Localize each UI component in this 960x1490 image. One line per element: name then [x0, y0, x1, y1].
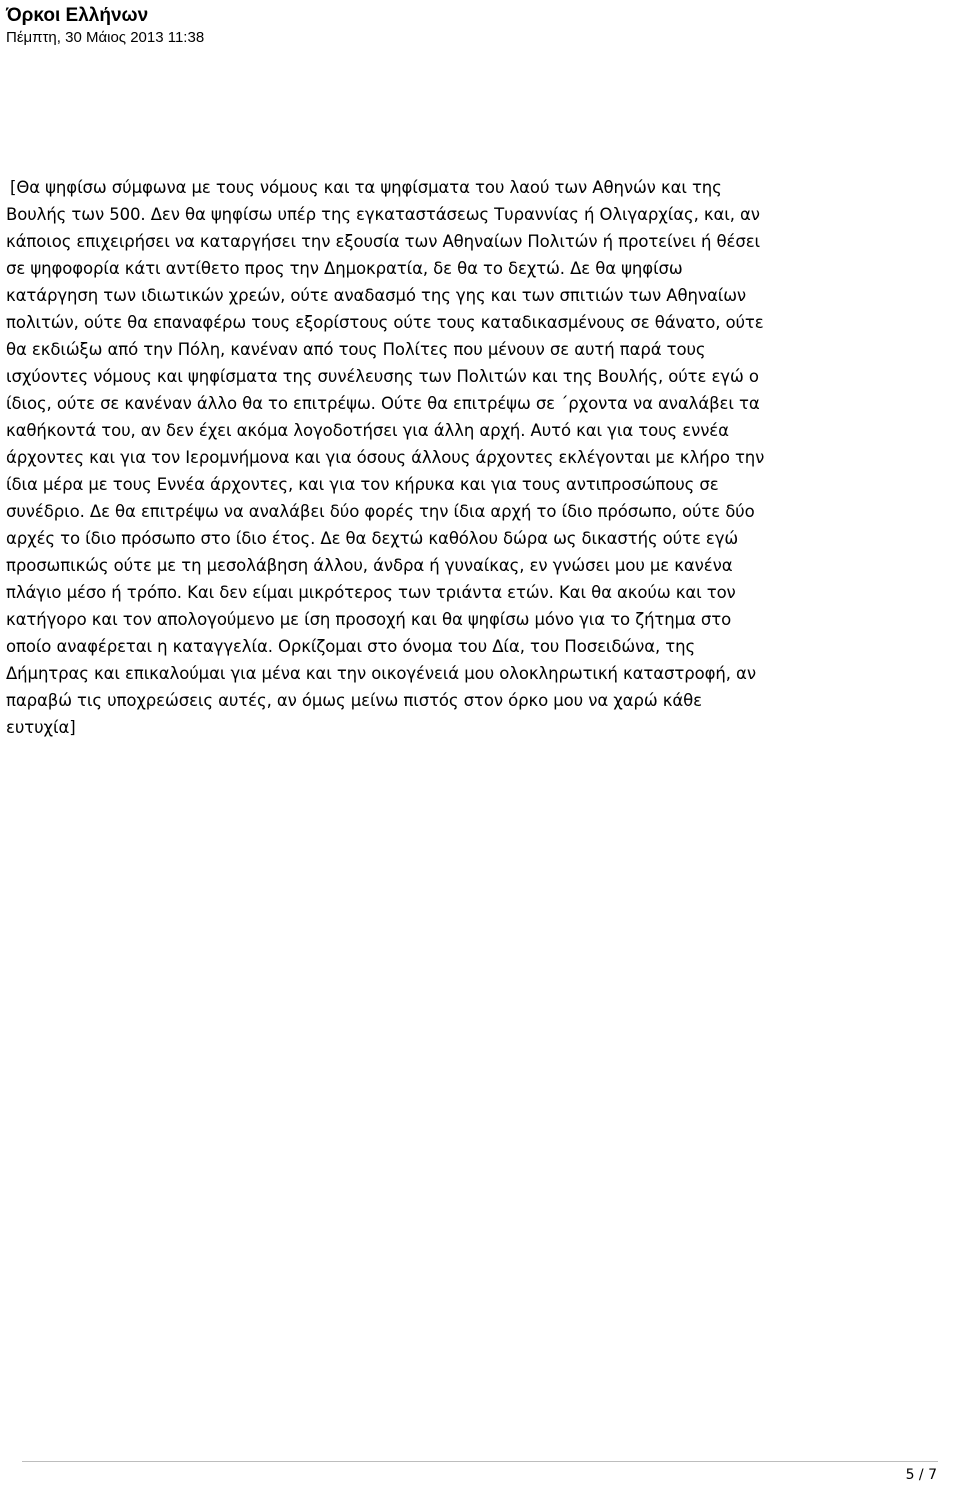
text-line: σε ψηφοφορία κάτι αντίθετο προς την Δημοκρατία, δε θα το δεχτώ. Δε θα ψηφίσω — [6, 259, 683, 278]
text-line: κάποιος επιχειρήσει να καταργήσει την εξουσία των Αθηναίων Πολιτών ή προτείνει ή θέσει — [6, 232, 761, 251]
document-title: Όρκοι Ελλήνων — [6, 5, 149, 26]
text-line: ευτυχία] — [6, 718, 76, 737]
text-line: Βουλής των 500. Δεν θα ψηφίσω υπέρ της εγκαταστάσεως Τυραννίας ή Ολιγαρχίας, και, αν — [6, 205, 760, 224]
text-line: πλάγιο μέσο ή τρόπο. Και δεν είμαι μικρότερος των τριάντα ετών. Και θα ακούω και τον — [6, 583, 736, 602]
text-line: πολιτών, ούτε θα επαναφέρω τους εξορίστους ούτε τους καταδικασμένους σε θάνατο, ούτε — [6, 313, 764, 332]
text-line: συνέδριο. Δε θα επιτρέψω να αναλάβει δύο φορές την ίδια αρχή το ίδιο πρόσωπο, ούτε δύο — [6, 502, 755, 521]
page-footer — [0, 1452, 960, 1490]
document-date: Πέμπτη, 30 Μάιος 2013 11:38 — [6, 29, 205, 46]
oath-text — [6, 174, 950, 741]
text-line: θα εκδιώξω από την Πόλη, κανέναν από τους Πολίτες που μένουν σε αυτή παρά τους — [6, 340, 706, 359]
text-line: ίδιος, ούτε σε κανέναν άλλο θα το επιτρέψω. Ούτε θα επιτρέψω σε ΄ρχοντα να αναλάβει τα — [6, 394, 760, 413]
text-line: αρχές το ίδιο πρόσωπο στο ίδιο έτος. Δε θα δεχτώ καθόλου δώρα ως δικαστής ούτε εγώ — [6, 529, 739, 548]
text-line: κατάργηση των ιδιωτικών χρεών, ούτε αναδασμό της γης και των σπιτιών των Αθηναίων — [6, 286, 747, 305]
text-line: Δήμητρας και επικαλούμαι για μένα και την οικογένειά μου ολοκληρωτική καταστροφή, αν — [6, 664, 756, 683]
footer-divider — [22, 1461, 938, 1462]
text-line: παραβώ τις υποχρεώσεις αυτές, αν όμως μείνω πιστός στον όρκο μου να χαρώ κάθε — [6, 691, 702, 710]
text-line: προσωπικώς ούτε με τη μεσολάβηση άλλου, άνδρα ή γυναίκας, εν γνώσει μου με κανένα — [6, 556, 733, 575]
text-line: οποίο αναφέρεται η καταγγελία. Ορκίζομαι στο όνομα του Δία, του Ποσειδώνα, της — [6, 637, 696, 656]
text-line: καθήκοντά του, αν δεν έχει ακόμα λογοδοτήσει για άλλη αρχή. Αυτό και για τους εννέα — [6, 421, 729, 440]
text-line: [Θα ψηφίσω σύμφωνα με τους νόμους και τα ψηφίσματα του λαού των Αθηνών και της — [10, 178, 722, 197]
page-header — [6, 4, 946, 48]
text-line: κατήγορο και τον απολογούμενο με ίση προσοχή και θα ψηφίσω μόνο για το ζήτημα στο — [6, 610, 732, 629]
page-number: 5 / 7 — [905, 1467, 937, 1483]
text-line: άρχοντες και για τον Ιερομνήμονα και για όσους άλλους άρχοντες εκλέγονται με κλήρο την — [6, 448, 765, 467]
text-line: ίδια μέρα με τους Εννέα άρχοντες, και για τον κήρυκα και για τους αντιπροσώπους σε — [6, 475, 719, 494]
text-line: ισχύοντες νόμους και ψηφίσματα της συνέλευσης των Πολιτών και της Βουλής, ούτε εγώ ο — [6, 367, 759, 386]
